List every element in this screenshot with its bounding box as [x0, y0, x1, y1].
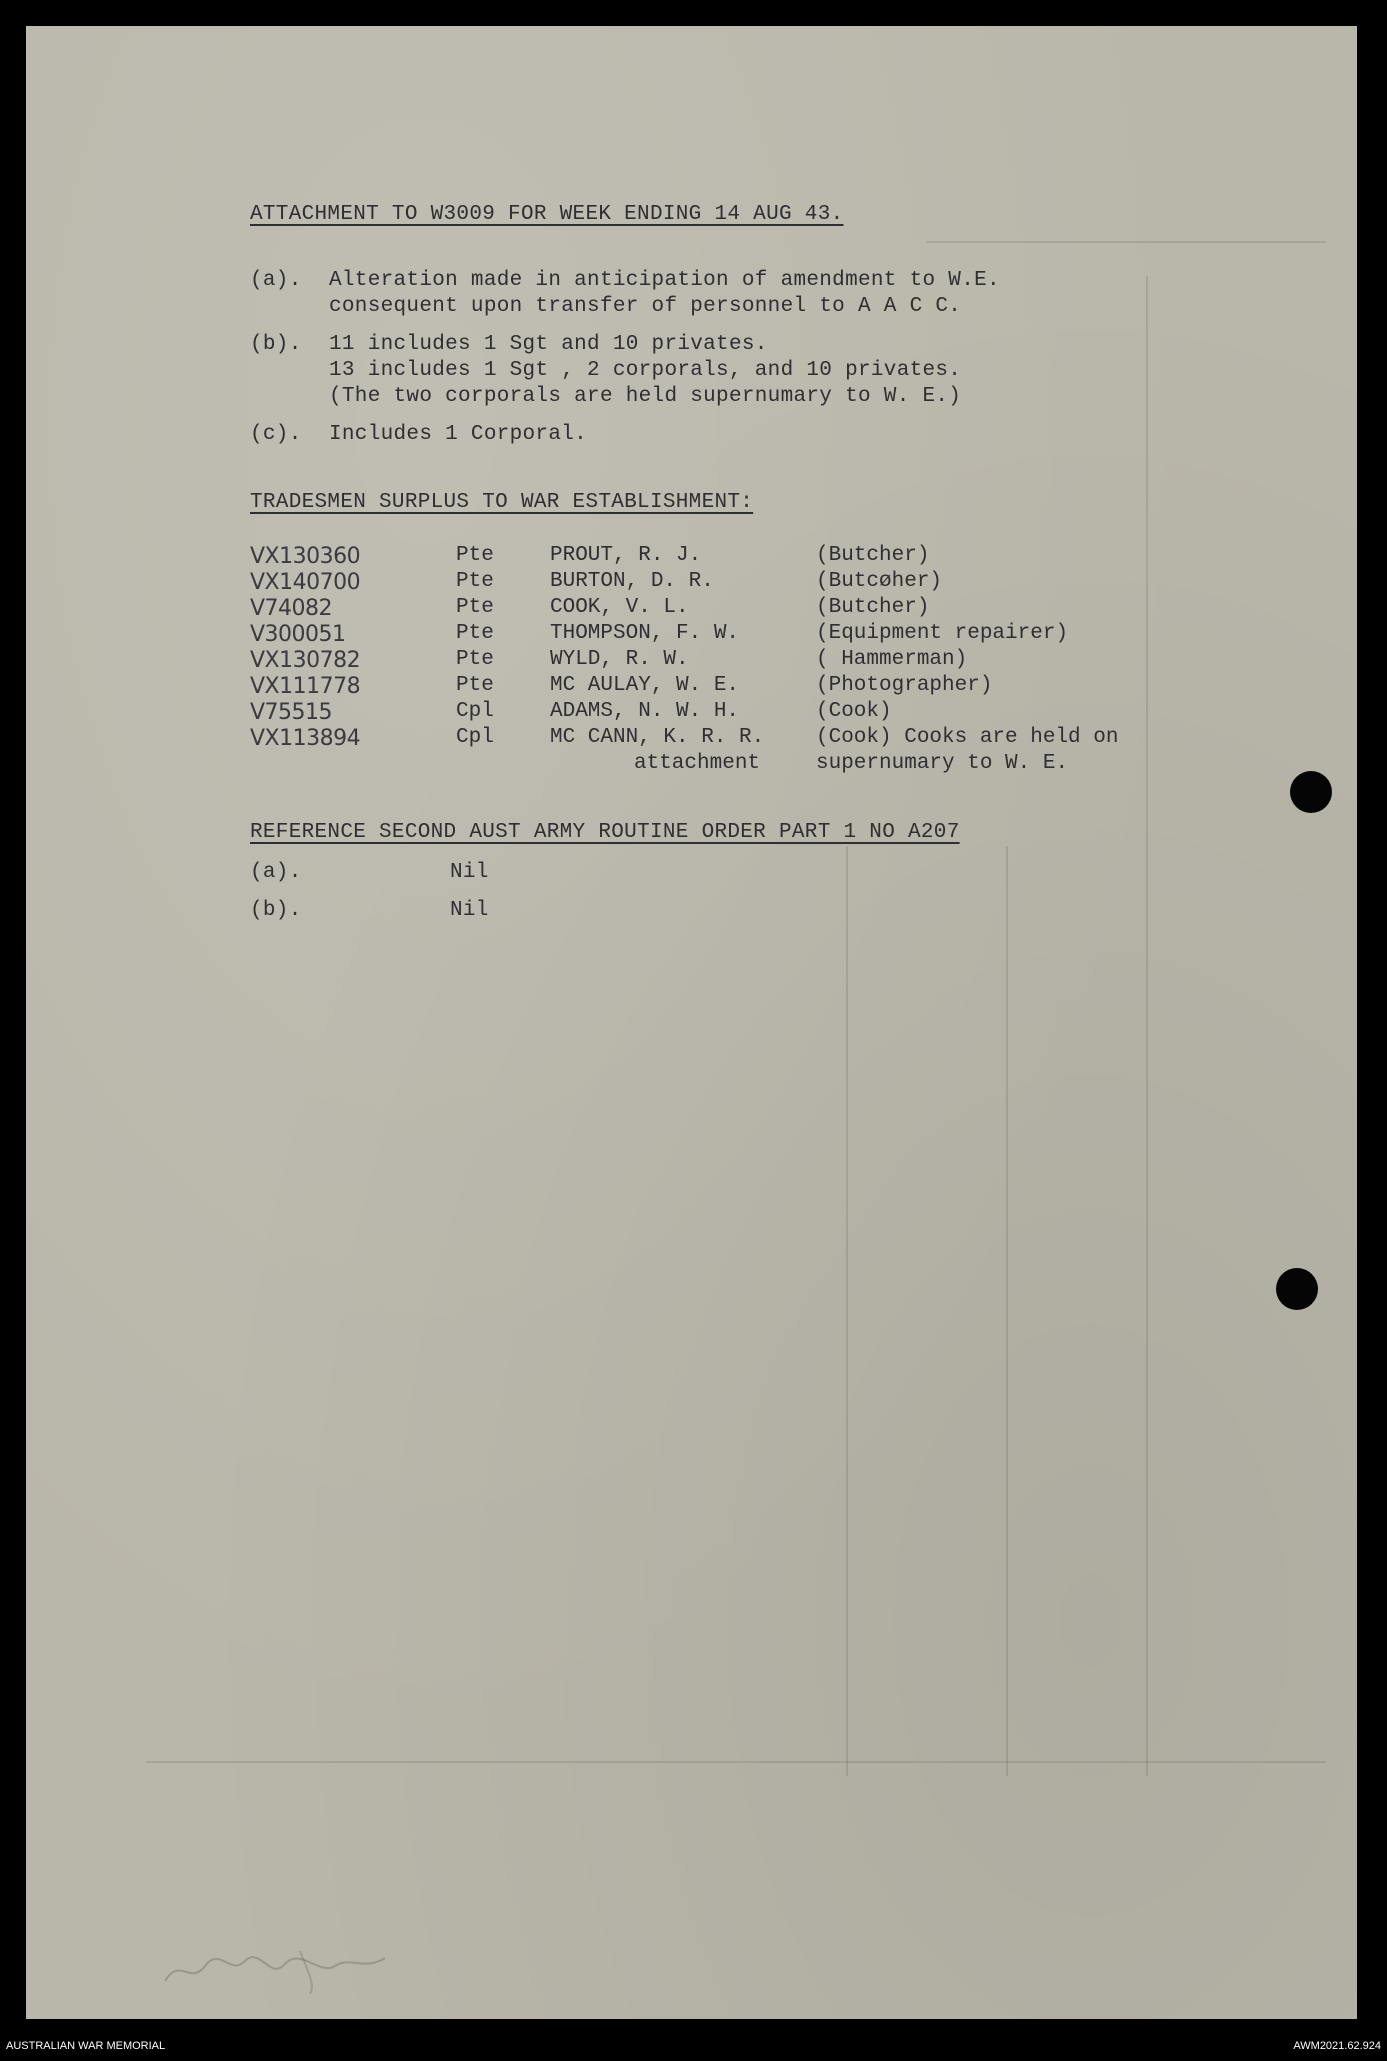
service-number: V300051: [250, 622, 346, 647]
note-c-line-1: Includes 1 Corporal.: [329, 423, 588, 446]
rank: Pte: [456, 622, 494, 645]
table-row: [250, 570, 943, 596]
trade: (Photographer): [816, 674, 993, 697]
note-a-label: (a).: [250, 269, 302, 292]
table-row: [250, 674, 993, 700]
table-row: [250, 648, 968, 674]
table-row: [250, 700, 892, 726]
service-number: V75515: [250, 700, 333, 725]
bleed-through-rule: [926, 241, 1326, 243]
trade: (Cook): [816, 700, 892, 723]
service-number: VX130360: [250, 544, 361, 569]
bleed-through-rule: [1146, 276, 1148, 1776]
document-page: [26, 26, 1357, 2019]
trade: (Butcøher): [816, 570, 943, 593]
note-b-line-3: (The two corporals are held supernumary to W. E.): [329, 385, 962, 408]
service-number: VX111778: [250, 674, 361, 699]
note-a-line-1: Alteration made in anticipation of amendment to W.E.: [329, 269, 1000, 292]
note-b-label: (b).: [250, 333, 302, 356]
rank: Pte: [456, 674, 494, 697]
table-row: [250, 622, 1069, 648]
punch-hole: [1290, 771, 1332, 813]
soldier-name: WYLD, R. W.: [550, 648, 689, 671]
rank: Pte: [456, 544, 494, 567]
punch-hole: [1276, 1268, 1318, 1310]
trade-continuation: supernumary to W. E.: [816, 752, 1069, 775]
name-continuation: attachment: [634, 752, 761, 775]
soldier-name: MC CANN, K. R. R.: [550, 726, 765, 749]
trade: (Butcher): [816, 544, 930, 567]
document-title: ATTACHMENT TO W3009 FOR WEEK ENDING 14 AUG 43.: [250, 203, 844, 226]
trade: (Cook) Cooks are held on: [816, 726, 1119, 749]
service-number: VX113894: [250, 726, 361, 751]
trade: (Butcher): [816, 596, 930, 619]
note-c-label: (c).: [250, 423, 302, 446]
table-row: [250, 544, 930, 570]
note-a-line-2: consequent upon transfer of personnel to A A C C.: [329, 295, 962, 318]
bleed-through-rule: [846, 846, 848, 1776]
bleed-through-rule: [1006, 846, 1008, 1776]
note-b-line-2: 13 includes 1 Sgt , 2 corporals, and 10 privates.: [329, 359, 962, 382]
service-number: VX130782: [250, 648, 361, 673]
routine-order-a-label: (a).: [250, 861, 302, 884]
rank: Cpl: [456, 726, 494, 749]
rank: Cpl: [456, 700, 494, 723]
trade: ( Hammerman): [816, 648, 968, 671]
rank: Pte: [456, 570, 494, 593]
table-row: [250, 726, 1119, 752]
footer-archive-id: AWM2021.62.924: [1293, 2040, 1381, 2052]
tradesmen-heading: TRADESMEN SURPLUS TO WAR ESTABLISHMENT:: [250, 491, 754, 514]
routine-order-a-value: Nil: [450, 861, 489, 884]
trade: (Equipment repairer): [816, 622, 1069, 645]
soldier-name: PROUT, R. J.: [550, 544, 702, 567]
soldier-name: ADAMS, N. W. H.: [550, 700, 740, 723]
service-number: VX140700: [250, 570, 361, 595]
soldier-name: MC AULAY, W. E.: [550, 674, 740, 697]
routine-order-b-label: (b).: [250, 899, 302, 922]
routine-order-b-value: Nil: [450, 899, 489, 922]
note-b-line-1: 11 includes 1 Sgt and 10 privates.: [329, 333, 768, 356]
service-number: V74082: [250, 596, 333, 621]
table-row-continuation: [250, 752, 1069, 778]
soldier-name: THOMPSON, F. W.: [550, 622, 740, 645]
soldier-name: BURTON, D. R.: [550, 570, 714, 593]
routine-order-heading: REFERENCE SECOND AUST ARMY ROUTINE ORDER PART 1 NO A207: [250, 821, 960, 844]
soldier-name: COOK, V. L.: [550, 596, 689, 619]
table-row: [250, 596, 930, 622]
rank: Pte: [456, 596, 494, 619]
bleed-through-rule: [146, 1761, 1326, 1763]
footer-archive-name: AUSTRALIAN WAR MEMORIAL: [6, 2040, 166, 2052]
rank: Pte: [456, 648, 494, 671]
bleed-through-signature: [160, 1936, 390, 1996]
